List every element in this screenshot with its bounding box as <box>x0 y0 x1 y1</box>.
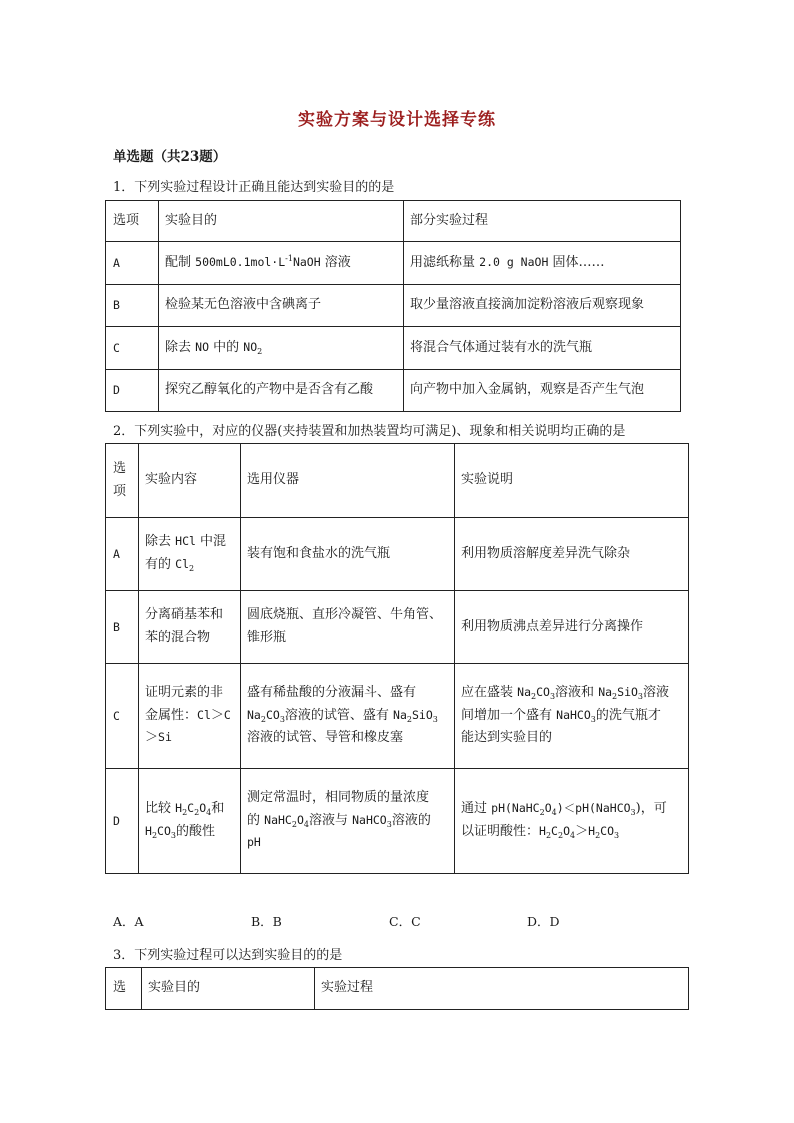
question-2-stem: 2．下列实验中，对应的仪器(夹持装置和加热装置均可满足)、现象和相关说明均正确的是 <box>113 424 626 439</box>
text-segment: NaHCO <box>352 812 387 827</box>
text-segment: 配制 <box>165 254 196 270</box>
text-segment: 2.0 g NaOH <box>479 254 549 269</box>
note-cell <box>455 664 689 769</box>
subscript: 4 <box>206 808 212 818</box>
option-label: D <box>106 370 159 412</box>
subscript: 4 <box>570 831 576 840</box>
cell-line <box>145 798 234 821</box>
header-cell: 部分实验过程 <box>404 201 681 242</box>
subscript: 2 <box>194 808 200 818</box>
subscript: 2 <box>151 831 158 840</box>
table-header-row <box>106 968 689 1010</box>
question-3-table <box>105 967 689 1010</box>
option-label: B <box>106 591 139 664</box>
subscript: 3 <box>630 808 636 818</box>
text-segment: 溶液 <box>643 684 670 700</box>
instrument-cell <box>241 769 455 874</box>
content-cell <box>139 591 241 664</box>
table-row <box>106 769 689 874</box>
subscript: 2 <box>595 831 601 840</box>
section-heading: 单选题（共23题） <box>113 149 227 165</box>
option-label: C <box>106 327 159 370</box>
question-2-table <box>105 443 689 874</box>
text-segment: CO <box>157 824 171 838</box>
cell-line <box>145 554 234 577</box>
cell-line <box>247 810 448 833</box>
text-segment: O <box>544 801 552 816</box>
subscript: 3 <box>590 714 596 724</box>
text-segment: Cl <box>197 707 211 722</box>
cell-line <box>461 821 682 844</box>
text-segment: 探究乙醇氧化的产物中是否含有乙酸 <box>165 382 374 398</box>
text-segment: 装有饱和食盐水的洗气瓶 <box>247 545 391 561</box>
table-row <box>106 327 681 370</box>
text-segment: 锥形瓶 <box>247 630 287 645</box>
subscript: 2 <box>189 564 195 573</box>
process-cell <box>404 327 681 370</box>
text-segment: 金属性： <box>145 707 198 723</box>
text-segment: 向产物中加入金属钠，观察是否产生气泡 <box>410 382 645 398</box>
goal-cell <box>159 242 404 285</box>
goal-cell <box>159 327 404 370</box>
header-text: 项 <box>113 483 127 499</box>
text-segment: NO <box>243 339 258 354</box>
subscript: 3 <box>432 714 438 724</box>
choice-a[interactable]: A．A <box>113 914 144 929</box>
option-label: D <box>106 769 139 874</box>
instrument-cell <box>241 518 455 591</box>
cell-line <box>247 627 448 650</box>
cell-line <box>461 616 682 639</box>
text-segment: O <box>563 824 571 838</box>
table-row <box>106 591 689 664</box>
text-segment: Na <box>247 707 261 722</box>
subscript: 4 <box>551 808 557 818</box>
instrument-cell <box>241 664 455 769</box>
cell-line <box>247 727 448 750</box>
text-segment: 分离硝基苯和 <box>145 607 224 623</box>
text-segment: C <box>187 801 195 816</box>
table-row <box>106 285 681 327</box>
subscript: 2 <box>612 691 618 701</box>
text-segment: 圆底烧瓶、直形冷凝管、牛角管、 <box>247 607 443 623</box>
text-segment: 将混合气体通过装有水的洗气瓶 <box>410 339 593 355</box>
text-segment: 溶液的试管、导管和橡皮塞 <box>247 730 404 746</box>
cell-line <box>145 727 234 750</box>
cell-line <box>145 682 234 705</box>
option-label: C <box>106 664 139 769</box>
content-cell <box>139 664 241 769</box>
text-segment: 和 <box>211 801 225 817</box>
cell-line <box>247 787 448 810</box>
text-segment: 溶液和 <box>555 684 599 700</box>
subscript: 3 <box>386 819 392 829</box>
text-segment: 的 <box>247 812 265 828</box>
cell-line <box>247 705 448 728</box>
text-segment: 应在盛装 <box>461 684 518 700</box>
question-1-stem: 1．下列实验过程设计正确且能达到实验目的的是 <box>113 180 395 195</box>
subscript: 2 <box>545 831 552 840</box>
cell-line <box>145 531 234 554</box>
text-segment: C <box>551 824 558 838</box>
header-text: 选 <box>113 460 127 476</box>
text-segment: 有的 <box>145 557 176 572</box>
text-segment: 的酸性 <box>175 824 215 839</box>
cell-line <box>145 705 234 728</box>
table-header-row <box>106 201 681 242</box>
table-row <box>106 518 689 591</box>
text-segment: 用滤纸称量 <box>410 254 480 270</box>
text-segment: 比较 <box>145 801 176 817</box>
subscript: 3 <box>279 714 285 724</box>
option-label: A <box>106 518 139 591</box>
text-segment: 溶液与 <box>308 812 353 828</box>
text-segment: H <box>145 824 152 838</box>
text-segment: Na <box>393 707 407 722</box>
subscript: 2 <box>257 346 263 356</box>
cell-line <box>145 821 234 844</box>
header-cell: 实验说明 <box>455 444 689 518</box>
text-segment: O <box>296 812 304 827</box>
text-segment: pH <box>247 835 261 850</box>
header-cell: 选项 <box>106 201 159 242</box>
page-title: 实验方案与设计选择专练 <box>298 110 496 130</box>
instrument-cell <box>241 591 455 664</box>
text-segment: SiO <box>412 707 433 722</box>
header-cell <box>106 444 139 518</box>
text-segment: 溶液的试管、盛有 <box>284 707 394 723</box>
text-segment: 以证明酸性： <box>461 824 540 839</box>
text-segment: 通过 <box>461 801 492 817</box>
content-cell <box>139 769 241 874</box>
text-segment: CO <box>600 824 615 838</box>
text-segment: CO <box>536 684 550 699</box>
process-cell <box>404 242 681 285</box>
goal-cell <box>159 285 404 327</box>
text-segment: NaHC <box>264 812 292 827</box>
text-segment: 测定常温时，相同物质的量浓度 <box>247 789 430 805</box>
process-cell <box>404 370 681 412</box>
text-segment: 取少量溶液直接滴加淀粉溶液后观察现象 <box>410 297 645 313</box>
cell-line <box>247 543 448 566</box>
text-segment: Cl <box>175 557 189 571</box>
text-segment: 利用物质沸点差异进行分离操作 <box>461 618 644 634</box>
text-segment: 中混 <box>195 534 227 550</box>
cell-line <box>461 727 682 750</box>
table-row <box>106 370 681 412</box>
text-segment: H <box>175 801 183 816</box>
header-cell: 实验过程 <box>315 968 689 1010</box>
text-segment: C <box>223 707 231 722</box>
cell-line <box>145 627 234 650</box>
text-segment: Si <box>158 730 172 745</box>
subscript: 3 <box>549 691 556 701</box>
subscript: 2 <box>260 714 266 724</box>
header-cell: 选用仪器 <box>241 444 455 518</box>
header-cell: 实验内容 <box>139 444 241 518</box>
subscript: 2 <box>557 831 564 840</box>
text-segment: Na <box>598 684 613 699</box>
text-segment: 能达到实验目的 <box>461 730 553 746</box>
option-label: B <box>106 285 159 327</box>
text-segment: H <box>539 824 546 838</box>
text-segment: H <box>588 824 596 838</box>
text-segment: 溶液的 <box>391 812 431 828</box>
header-cell: 实验目的 <box>159 201 404 242</box>
text-segment: 除去 <box>165 339 196 355</box>
goal-cell <box>159 370 404 412</box>
text-segment: NaHCO <box>556 707 591 722</box>
question-3-stem: 3．下列实验过程可以达到实验目的的是 <box>113 948 343 963</box>
choice-b[interactable]: B．B <box>251 914 282 929</box>
subscript: 3 <box>637 691 644 701</box>
question-1-table <box>105 200 681 412</box>
header-cell: 选 <box>106 968 142 1010</box>
cell-line <box>461 705 682 728</box>
superscript: -1 <box>285 253 293 263</box>
text-segment: SiO <box>617 684 638 699</box>
text-segment: pH(NaHC <box>491 801 540 816</box>
text-segment: CO <box>265 707 280 722</box>
text-segment: Na <box>517 684 531 699</box>
cell-line <box>461 682 682 705</box>
text-segment: 500mL0.1mol·L <box>195 254 286 269</box>
table-row <box>106 664 689 769</box>
choice-d[interactable]: D．D <box>527 914 560 929</box>
text-segment: O <box>199 801 207 816</box>
process-cell <box>404 285 681 327</box>
cell-line <box>247 832 448 855</box>
subscript: 3 <box>614 831 620 840</box>
note-cell <box>455 769 689 874</box>
note-cell <box>455 518 689 591</box>
text-segment: 检验某无色溶液中含碘离子 <box>165 297 322 313</box>
choice-c[interactable]: C．C <box>389 914 421 929</box>
cell-line <box>461 543 682 566</box>
text-segment: 盛有稀盐酸的分液漏斗、盛有 <box>247 684 417 700</box>
subscript: 2 <box>291 819 297 829</box>
text-segment: 利用物质溶解度差异洗气除杂 <box>461 545 631 561</box>
text-segment: ＞ <box>575 824 589 839</box>
text-segment: 固体…… <box>548 254 605 270</box>
text-segment: 间增加一个盛有 <box>461 707 557 723</box>
note-cell <box>455 591 689 664</box>
text-segment: HCl <box>175 534 196 549</box>
text-segment: ＞ <box>145 730 159 746</box>
text-segment: 证明元素的非 <box>145 684 224 700</box>
subscript: 2 <box>182 808 188 818</box>
text-segment: 的洗气瓶才 <box>595 707 661 723</box>
text-segment: 溶液 <box>320 254 351 270</box>
text-segment: 除去 <box>145 534 176 550</box>
subscript: 2 <box>539 808 545 818</box>
text-segment: )，可 <box>635 801 667 817</box>
content-cell <box>139 518 241 591</box>
cell-line <box>247 604 448 627</box>
text-segment: 中的 <box>209 339 244 355</box>
text-segment: 苯的混合物 <box>145 630 211 645</box>
text-segment: NaOH <box>292 254 321 269</box>
table-row <box>106 242 681 285</box>
cell-line <box>247 682 448 705</box>
header-cell: 实验目的 <box>142 968 315 1010</box>
option-label: A <box>106 242 159 285</box>
text-segment: ＞ <box>210 707 224 723</box>
cell-line <box>461 798 682 821</box>
text-segment: NO <box>195 339 209 354</box>
table-header-row <box>106 444 689 518</box>
subscript: 2 <box>531 691 537 701</box>
text-segment: )＜pH(NaHCO <box>556 801 631 816</box>
cell-line <box>145 604 234 627</box>
subscript: 3 <box>170 831 176 840</box>
subscript: 2 <box>406 714 412 724</box>
subscript: 4 <box>303 819 309 829</box>
